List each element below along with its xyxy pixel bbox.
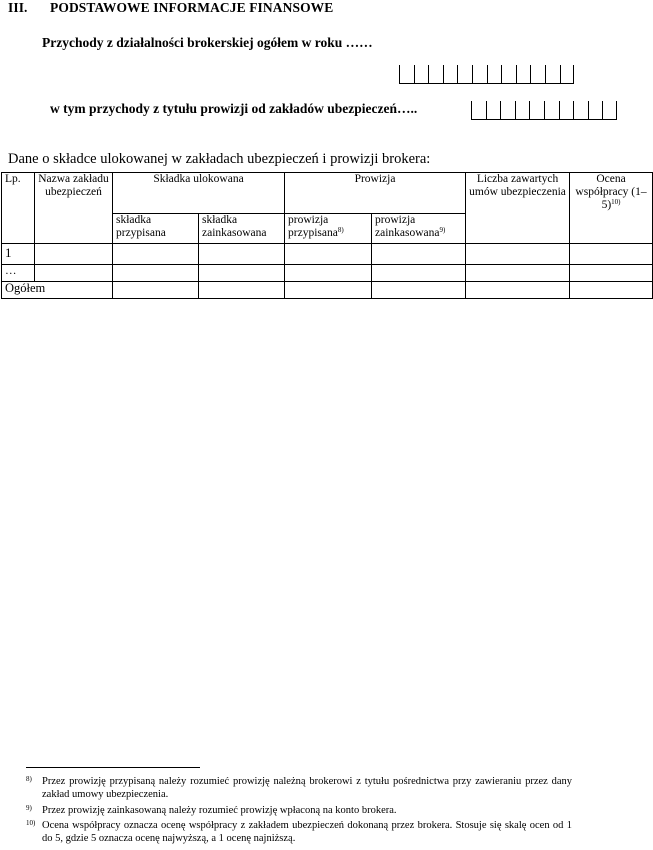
row-lp: …	[2, 265, 35, 282]
total-label: Ogółem	[2, 282, 113, 299]
cell-premium-assigned[interactable]	[113, 265, 199, 282]
digit-box[interactable]	[428, 65, 443, 83]
cell-rating[interactable]	[570, 265, 653, 282]
digit-box[interactable]	[443, 65, 458, 83]
header-lp: Lp.	[2, 173, 35, 244]
footnote-ref-8: 8)	[337, 226, 344, 234]
section-title: PODSTAWOWE INFORMACJE FINANSOWE	[50, 0, 334, 15]
header-insurer-name: Nazwa zakładu ubezpieczeń	[35, 173, 113, 244]
digit-box[interactable]	[545, 65, 560, 83]
digit-box[interactable]	[487, 65, 502, 83]
footnote-ref-9: 9)	[439, 226, 446, 234]
footnote-mark: 10)	[26, 819, 36, 827]
digit-box[interactable]	[573, 101, 588, 119]
footnote-separator	[26, 767, 200, 768]
revenue-total-digit-boxes[interactable]	[399, 65, 574, 84]
footnote-mark: 9)	[26, 804, 32, 812]
digit-box[interactable]	[588, 101, 603, 119]
footnote-mark: 8)	[26, 775, 32, 783]
header-commission-assigned	[285, 214, 372, 244]
footnote-text: Przez prowizję przypisaną należy rozumieć prowizję należną brokerowi z tytułu pośrednictwa przy zawieraniu przez dany zakład umowy ubezpieczenia.	[42, 776, 572, 800]
cell-total-rating[interactable]	[570, 282, 653, 299]
cell-total-contracts-count[interactable]	[466, 282, 570, 299]
cell-insurer-name[interactable]	[35, 265, 113, 282]
cell-premium-assigned[interactable]	[113, 244, 199, 265]
digit-box[interactable]	[530, 65, 545, 83]
cell-commission-collected[interactable]	[372, 265, 466, 282]
header-premium-collected: składka zainkasowana	[199, 214, 285, 244]
header-commission-collected	[372, 214, 466, 244]
digit-box[interactable]	[457, 65, 472, 83]
digit-box[interactable]	[560, 65, 575, 83]
cell-total-premium-assigned[interactable]	[113, 282, 199, 299]
footnote-text: Ocena współpracy oznacza ocenę współpracy z zakładem ubezpieczeń dokonaną przez brokera. Stosuje się skalę ocen od 1 do 5, gdzie 5 oznacza ocenę najwyższą, a 1 ocenę najniższą.	[42, 820, 572, 844]
cell-contracts-count[interactable]	[466, 244, 570, 265]
cell-premium-collected[interactable]	[199, 265, 285, 282]
cell-premium-collected[interactable]	[199, 244, 285, 265]
digit-box[interactable]	[529, 101, 544, 119]
table-row	[2, 244, 653, 265]
digit-box[interactable]	[515, 101, 530, 119]
header-rating	[570, 173, 653, 244]
cell-commission-collected[interactable]	[372, 244, 466, 265]
digit-box[interactable]	[399, 65, 414, 83]
digit-box[interactable]	[544, 101, 559, 119]
cell-commission-assigned[interactable]	[285, 244, 372, 265]
revenue-commission-label: w tym przychody z tytułu prowizji od zakładów ubezpieczeń…..	[50, 101, 418, 116]
digit-box[interactable]	[516, 65, 531, 83]
footnote-8	[26, 775, 575, 801]
header-rating-text: Ocena współpracy (1–5)	[575, 173, 647, 211]
footnote-10	[26, 819, 575, 845]
table-total-row	[2, 282, 653, 299]
footnote-9	[26, 804, 575, 817]
premium-commission-table	[1, 172, 653, 299]
table-row	[2, 265, 653, 282]
section-heading	[8, 0, 333, 16]
digit-box[interactable]	[501, 65, 516, 83]
digit-box[interactable]	[559, 101, 574, 119]
header-premium-group: Składka ulokowana	[113, 173, 285, 214]
digit-box[interactable]	[486, 101, 501, 119]
footnote-ref-10: 10)	[611, 198, 621, 206]
revenue-commission-digit-boxes[interactable]	[471, 101, 617, 120]
cell-total-commission-collected[interactable]	[372, 282, 466, 299]
table-caption: Dane o składce ulokowanej w zakładach ubezpieczeń i prowizji brokera:	[8, 151, 431, 167]
row-lp: 1	[2, 244, 35, 265]
footnote-text: Przez prowizję zainkasowaną należy rozumieć prowizję wpłaconą na konto brokera.	[42, 805, 397, 816]
cell-total-commission-assigned[interactable]	[285, 282, 372, 299]
cell-contracts-count[interactable]	[466, 265, 570, 282]
revenue-total-label: Przychody z działalności brokerskiej ogółem w roku ……	[42, 35, 373, 50]
header-commission-assigned-text: prowizja przypisana	[288, 214, 338, 239]
section-number: III.	[8, 0, 28, 15]
digit-box[interactable]	[500, 101, 515, 119]
header-premium-assigned: składka przypisana	[113, 214, 199, 244]
cell-total-premium-collected[interactable]	[199, 282, 285, 299]
digit-box[interactable]	[602, 101, 617, 119]
digit-box[interactable]	[471, 101, 486, 119]
header-commission-collected-text: prowizja zainkasowana	[375, 214, 440, 239]
cell-commission-assigned[interactable]	[285, 265, 372, 282]
cell-insurer-name[interactable]	[35, 244, 113, 265]
digit-box[interactable]	[472, 65, 487, 83]
cell-rating[interactable]	[570, 244, 653, 265]
digit-box[interactable]	[414, 65, 429, 83]
header-commission-group: Prowizja	[285, 173, 466, 214]
header-contracts-count: Liczba zawartych umów ubezpieczenia	[466, 173, 570, 244]
